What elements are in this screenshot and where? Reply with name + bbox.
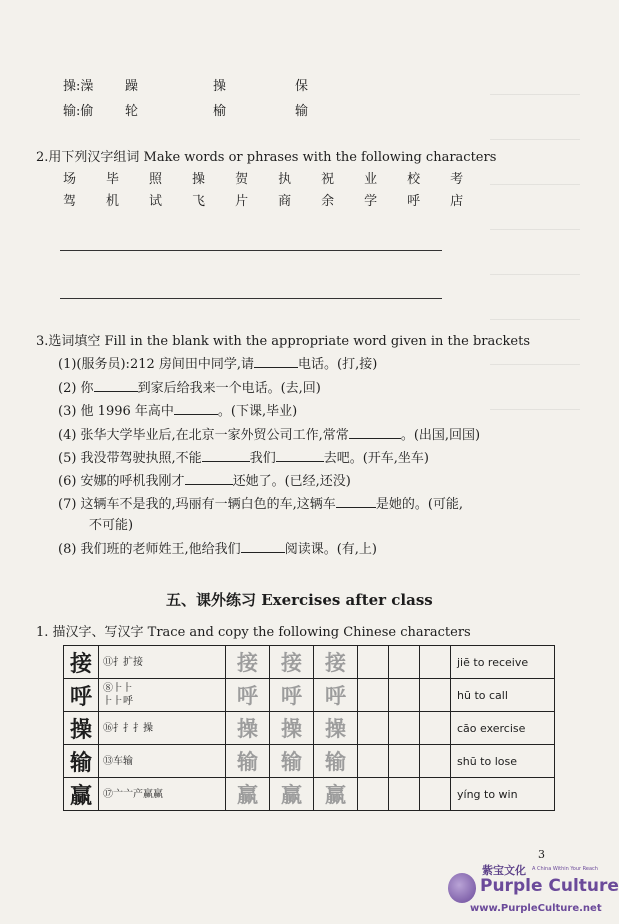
- q2-char-row-1: [63, 168, 463, 187]
- logo-brand: Purple Culture: [480, 876, 619, 896]
- meaning: yíng to win: [451, 778, 555, 811]
- answer-line[interactable]: [60, 250, 442, 251]
- trace-char[interactable]: 操: [270, 712, 314, 745]
- q3-heading: 3.选词填空 Fill in the blank with the appropriate word given in the brackets: [36, 334, 530, 349]
- practice-cell[interactable]: [358, 679, 389, 712]
- practice-cell[interactable]: [389, 745, 420, 778]
- fill-blank[interactable]: [241, 552, 285, 553]
- q2-char: 店: [450, 194, 464, 209]
- q2-char: 执: [278, 172, 292, 187]
- char-cell: 呼: [64, 679, 99, 712]
- char-cell: 操: [64, 712, 99, 745]
- page-number: 3: [538, 848, 545, 861]
- q1-heading: 1. 描汉字、写汉字 Trace and copy the following Chinese characters: [36, 625, 471, 640]
- q2-char: 操: [192, 172, 206, 187]
- table-row: [64, 745, 555, 778]
- q3-item-4: (4) 张华大学毕业后,在北京一家外贸公司工作,常常 。(出国,回国): [58, 428, 481, 443]
- compare-item: 操:澡: [63, 79, 94, 94]
- q2-char: 考: [450, 172, 464, 187]
- practice-cell[interactable]: [420, 646, 451, 679]
- compare-item: 榆: [213, 104, 227, 119]
- meaning: cāo exercise: [451, 712, 555, 745]
- q2-char: 毕: [106, 172, 120, 187]
- meaning: shū to lose: [451, 745, 555, 778]
- meaning: jiē to receive: [451, 646, 555, 679]
- q2-char: 祝: [321, 172, 335, 187]
- compare-item: 输: [295, 104, 309, 119]
- faint-background-table: [490, 70, 580, 410]
- fill-blank[interactable]: [185, 484, 233, 485]
- stroke-order: ⑧⺊⺊ ⺊⺊呼: [99, 679, 226, 712]
- trace-char[interactable]: 操: [226, 712, 270, 745]
- q2-char-row-2: [63, 190, 463, 209]
- logo-url[interactable]: www.PurpleCulture.net: [470, 903, 602, 914]
- q3-item-7-continued: 不可能): [89, 518, 134, 533]
- q3-item-7: (7) 这辆车不是我的,玛丽有一辆白色的车,这辆车 是她的。(可能,: [58, 497, 464, 512]
- stroke-order: ⑬车输: [99, 745, 226, 778]
- q2-char: 学: [364, 194, 378, 209]
- q2-char: 驾: [63, 194, 77, 209]
- compare-item: 轮: [125, 104, 139, 119]
- trace-char[interactable]: 输: [226, 745, 270, 778]
- table-row: [64, 679, 555, 712]
- trace-char[interactable]: 输: [270, 745, 314, 778]
- logo-tagline: A China Within Your Reach: [532, 866, 598, 872]
- q2-char: 呼: [407, 194, 421, 209]
- practice-cell[interactable]: [420, 778, 451, 811]
- trace-char[interactable]: 呼: [270, 679, 314, 712]
- char-cell: 输: [64, 745, 99, 778]
- q2-char: 机: [106, 194, 120, 209]
- q3-item-8: (8) 我们班的老师姓王,他给我们 阅读课。(有,上): [58, 542, 377, 557]
- q3-item-2: (2) 你 到家后给我来一个电话。(去,回): [58, 381, 321, 396]
- practice-cell[interactable]: [420, 679, 451, 712]
- q3-item-3: (3) 他 1996 年高中 。(下课,毕业): [58, 404, 298, 419]
- fill-blank[interactable]: [94, 391, 138, 392]
- q3-item-5: (5) 我没带驾驶执照,不能 我们 去吧。(开车,坐车): [58, 451, 429, 466]
- q2-char: 业: [364, 172, 378, 187]
- trace-char[interactable]: 呼: [226, 679, 270, 712]
- fill-blank[interactable]: [336, 507, 376, 508]
- q3-item-6: (6) 安娜的呼机我刚才 还她了。(已经,还没): [58, 474, 351, 489]
- trace-char[interactable]: 呼: [314, 679, 358, 712]
- q2-char: 飞: [192, 194, 206, 209]
- trace-char[interactable]: 赢: [314, 778, 358, 811]
- practice-cell[interactable]: [389, 778, 420, 811]
- q2-char: 片: [235, 194, 249, 209]
- meaning: hū to call: [451, 679, 555, 712]
- trace-char[interactable]: 接: [226, 646, 270, 679]
- q3-item-1: (1)(服务员):212 房间田中同学,请 电话。(打,接): [58, 357, 378, 372]
- fill-blank[interactable]: [349, 438, 401, 439]
- fill-blank[interactable]: [174, 414, 218, 415]
- practice-cell[interactable]: [358, 646, 389, 679]
- q2-char: 校: [407, 172, 421, 187]
- compare-item: 输:偷: [63, 104, 94, 119]
- trace-char[interactable]: 接: [270, 646, 314, 679]
- fill-blank[interactable]: [276, 461, 324, 462]
- q2-char: 商: [278, 194, 292, 209]
- table-row: [64, 646, 555, 679]
- fill-blank[interactable]: [202, 461, 250, 462]
- practice-cell[interactable]: [389, 646, 420, 679]
- practice-cell[interactable]: [358, 712, 389, 745]
- q2-char: 场: [63, 172, 77, 187]
- practice-cell[interactable]: [358, 745, 389, 778]
- table-row: [64, 712, 555, 745]
- stroke-order: ⑯扌扌扌操: [99, 712, 226, 745]
- answer-line[interactable]: [60, 298, 442, 299]
- stroke-order: ⑪扌扩接: [99, 646, 226, 679]
- trace-char[interactable]: 操: [314, 712, 358, 745]
- practice-cell[interactable]: [420, 745, 451, 778]
- practice-cell[interactable]: [358, 778, 389, 811]
- q2-char: 试: [149, 194, 163, 209]
- trace-char[interactable]: 赢: [226, 778, 270, 811]
- logo-cn-text: 紫宝文化: [482, 864, 526, 877]
- compare-item: 操: [213, 79, 227, 94]
- trace-char[interactable]: 赢: [270, 778, 314, 811]
- char-cell: 赢: [64, 778, 99, 811]
- q2-char: 贺: [235, 172, 249, 187]
- char-cell: 接: [64, 646, 99, 679]
- trace-char[interactable]: 接: [314, 646, 358, 679]
- logo-icon: [448, 873, 476, 903]
- fill-blank[interactable]: [254, 367, 298, 368]
- compare-row-2: [63, 100, 309, 119]
- q2-char: 照: [149, 172, 163, 187]
- compare-row-1: [63, 75, 309, 94]
- q2-char: 余: [321, 194, 335, 209]
- table-row: [64, 778, 555, 811]
- practice-cell[interactable]: [389, 679, 420, 712]
- section-title: 五、课外练习 Exercises after class: [166, 591, 433, 609]
- q2-heading: 2.用下列汉字组词 Make words or phrases with the following characters: [36, 150, 497, 165]
- practice-cell[interactable]: [420, 712, 451, 745]
- practice-cell[interactable]: [389, 712, 420, 745]
- tracing-table: [63, 645, 555, 811]
- compare-item: 躁: [125, 79, 139, 94]
- compare-item: 保: [295, 79, 309, 94]
- stroke-order: ⑰亠亠产赢赢: [99, 778, 226, 811]
- trace-char[interactable]: 输: [314, 745, 358, 778]
